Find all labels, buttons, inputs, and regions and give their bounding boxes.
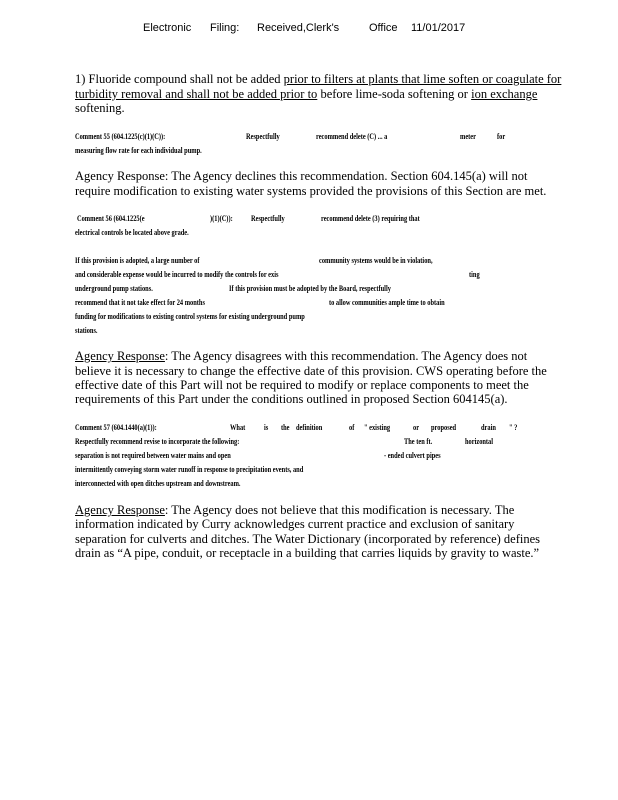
comment56-p3a: underground pump stations. [75,284,153,293]
comment57-w10: " ? [509,423,518,432]
comment57-l4: intermittently conveying storm water runoff in response to precipitation events, and [75,465,304,474]
response57-line4: drain as “A pipe, conduit, or receptacle in a building that carries liquids by gravity to waste.” [75,546,540,560]
comment57-l2c: horizontal [465,437,494,446]
comment57-w7: or [413,423,420,432]
response57-line1: Agency Response: The Agency does not believe that this modification is necessary. The [75,503,515,517]
comment56-p2b: ting [469,270,480,279]
comment56-w2: recommend delete (3) requiring that [321,214,420,223]
comment57-w8: proposed [431,423,457,432]
response56-line4: requirements of this Part under the conditions outlined in proposed Section 604145(a). [75,392,508,406]
response55-line1: Agency Response: The Agency declines this recommendation. Section 604.145(a) will not [75,169,528,183]
comment55-label: Comment 55 (604.1225(c)(1)(C)): [75,132,166,141]
comment57-w6: " existing [364,423,391,432]
item1-line2: turbidity removal and shall not be added prior to before lime-soda softening or ion exchange [75,87,538,101]
comment56-line2: electrical controls be located above grade. [75,228,189,237]
comment56-p1a: If this provision is adopted, a large number of [75,256,200,265]
comment57-w4: definition [296,423,323,432]
comment57-w9: drain [481,423,496,432]
response56-line1: Agency Response: The Agency disagrees with this recommendation. The Agency does not [75,349,528,363]
comment57-l2b: The ten ft. [404,437,433,446]
comment56-p2a: and considerable expense would be incurred to modify the controls for exis [75,270,279,279]
comment56-p3b: If this provision must be adopted by the Board, respectfully [229,284,391,293]
comment57-l3a: separation is not required between water mains and open [75,451,231,460]
comment57-l2a: Respectfully recommend revise to incorporate the following: [75,437,240,446]
header-electronic: Electronic [143,22,192,34]
comment55-w2: recommend delete (C) ... a [316,132,388,141]
comment56-p4b: to allow communities ample time to obtain [329,298,445,307]
comment55-w4: for [497,132,506,141]
comment57-label: Comment 57 (604.1440(a)(1)): [75,423,157,432]
header-filing: Filing: [210,22,240,34]
item1-line1: 1) Fluoride compound shall not be added prior to filters at plants that lime soften or coagulate for [75,72,562,86]
comment56-label: Comment 56 (604.1225(e [77,214,145,223]
response57-line2: information indicated by Curry acknowledges current practice and exclusion of sanitary [75,517,515,531]
header-date: 11/01/2017 [411,22,466,34]
comment57-w2: is [264,423,269,432]
comment57-w3: the [281,423,290,432]
header-received: Received,Clerk's [257,22,340,34]
comment55-w3: meter [460,132,476,141]
item1-line3: softening. [75,101,125,115]
comment55-w1: Respectfully [246,132,280,141]
comment56-p1b: community systems would be in violation, [319,256,433,265]
header-office: Office [369,22,398,34]
comment56-w1: Respectfully [251,214,285,223]
comment57-l5: interconnected with open ditches upstream and downstream. [75,479,241,488]
comment56-p6: stations. [75,326,98,335]
response55-line2: require modification to existing water systems provided the provisions of this Section are met. [75,184,547,198]
comment56-p4a: recommend that it not take effect for 24 months [75,298,205,307]
response57-line3: separation for culverts and ditches. The Water Dictionary (incorporated by reference) defines [75,532,540,546]
comment56-label2: )(1)(C)): [210,214,233,223]
comment57-w1: What [230,423,246,432]
comment57-l3b: - ended culvert pipes [384,451,441,460]
comment55-line2: measuring flow rate for each individual pump. [75,146,202,155]
response56-line2: believe it is necessary to change the effective date of this provision. CWS operating before the [75,364,547,378]
response56-line3: effective date of this Part will not be required to modify or replace components to meet the [75,378,529,392]
comment56-p5: funding for modifications to existing control systems for existing underground pump [75,312,305,321]
comment57-w5: of [349,423,355,432]
